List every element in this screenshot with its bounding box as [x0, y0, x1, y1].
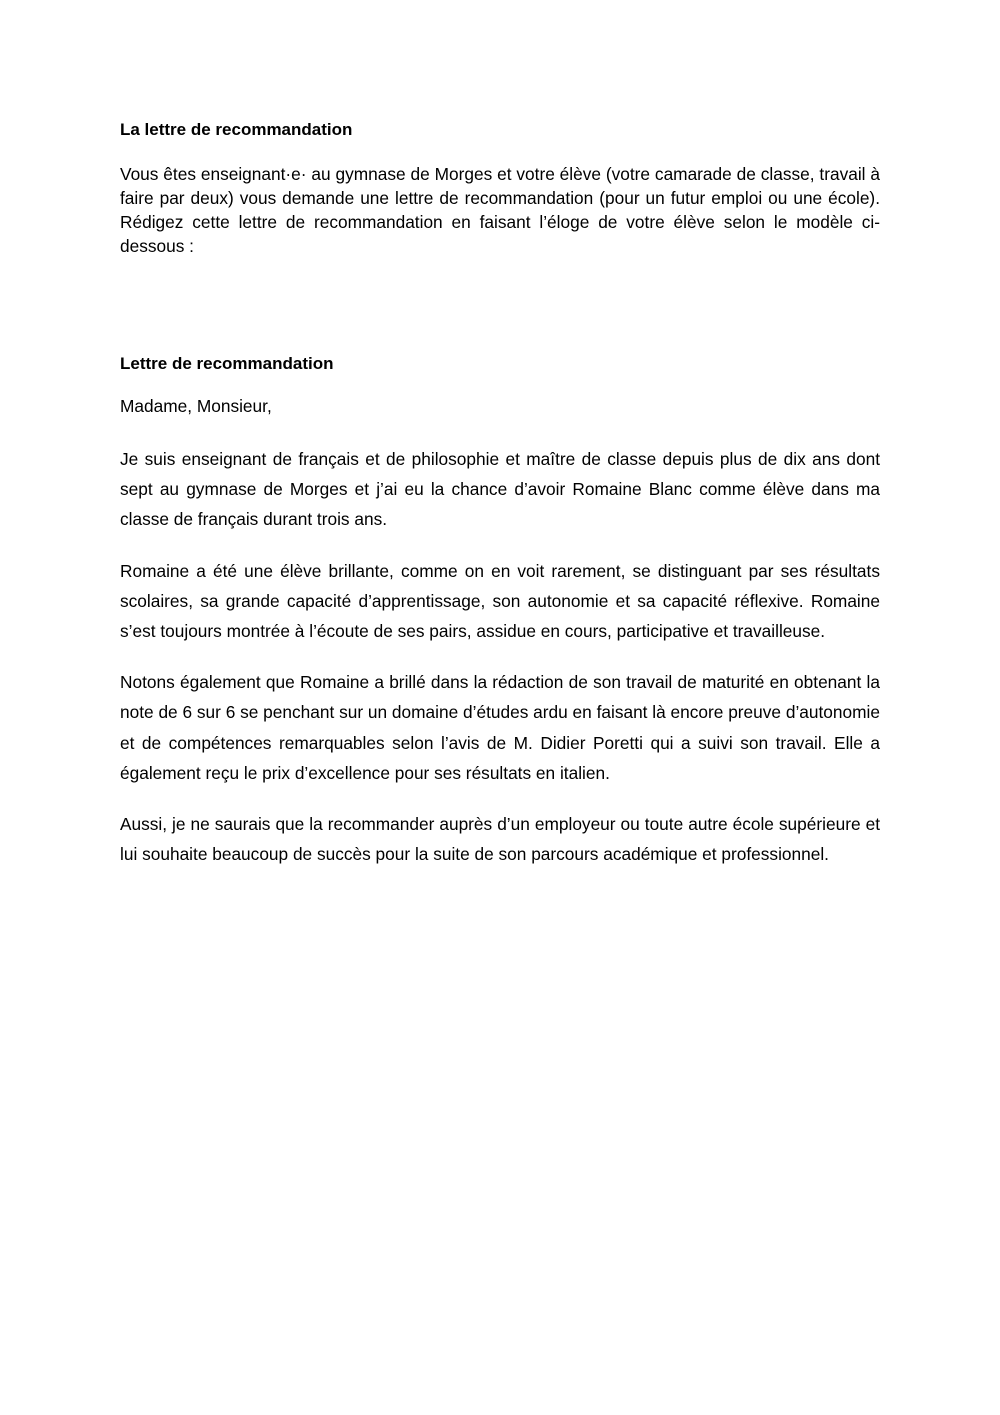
document-body	[120, 118, 880, 890]
spacer	[120, 258, 880, 352]
letter-paragraph-3: Notons également que Romaine a brillé dans la rédaction de son travail de maturité en obtenant la note de 6 sur 6 se penchant sur un domaine d’études ardu en faisant là encore preuve d’autonomie et de compétences remarquables selon l’avis de M. Didier Poretti qui a suivi son travail. Elle a également reçu le prix d’excellence pour ses résultats en italien.	[120, 672, 880, 783]
letter-salutation: Madame, Monsieur,	[120, 396, 272, 416]
assignment-heading: La lettre de recommandation	[120, 120, 353, 139]
letter-paragraph-2: Romaine a été une élève brillante, comme on en voit rarement, se distinguant par ses résultats scolaires, sa grande capacité d’apprentissage, son autonomie et sa capacité réflexive. Romaine s’est toujours montrée à l’écoute de ses pairs, assidue en cours, participative et travailleuse.	[120, 560, 880, 642]
letter-paragraph-4: Aussi, je ne saurais que la recommander auprès d’un employeur ou toute autre école supérieure et lui souhaite beaucoup de succès pour la suite de son parcours académique et professionnel.	[120, 814, 880, 865]
letter-paragraph-1: Je suis enseignant de français et de philosophie et maître de classe depuis plus de dix ans dont sept au gymnase de Morges et j’ai eu la chance d’avoir Romaine Blanc comme élève dans ma classe de français durant trois ans.	[120, 449, 880, 530]
assignment-instructions: Vous êtes enseignant·e· au gymnase de Morges et votre élève (votre camarade de classe, travail à faire par deux) vous demande une lettre de recommandation (pour un futur emploi ou une école). Rédigez cette lettre de recommandation en faisant l’éloge de votre élève selon le modèle ci-dessous :	[120, 164, 880, 256]
letter-title: Lettre de recommandation	[120, 354, 334, 373]
